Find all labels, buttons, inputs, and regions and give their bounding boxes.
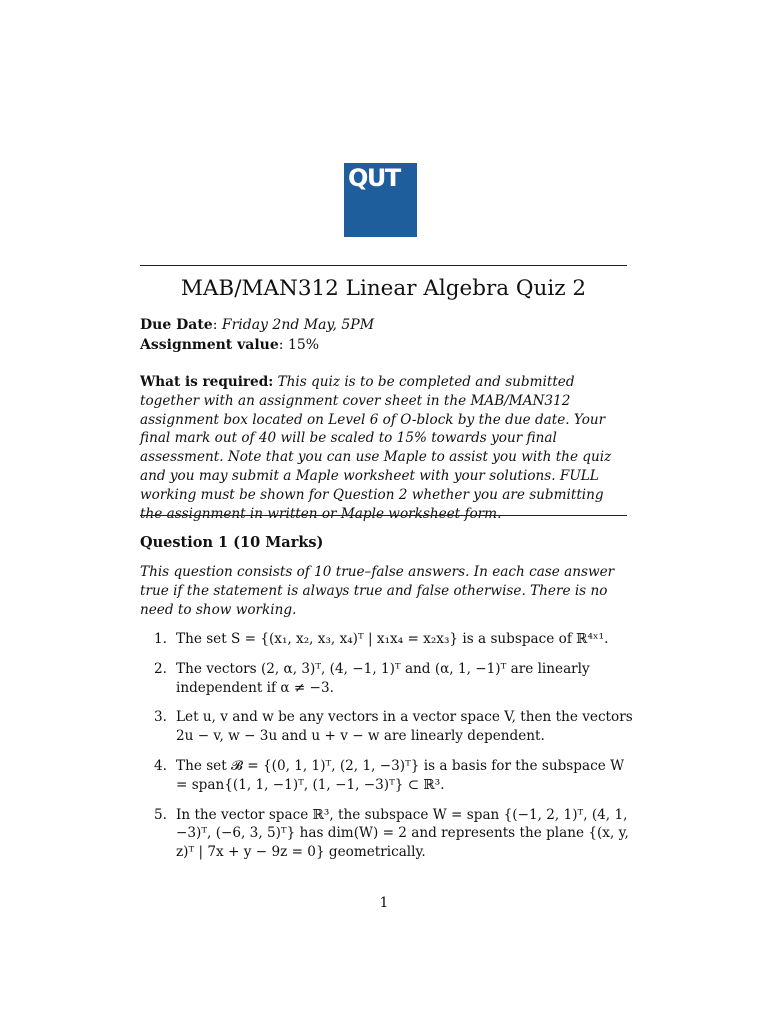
- item-number: 1.: [154, 631, 167, 647]
- page-number: 1: [379, 895, 389, 911]
- due-date-line: Due Date: Friday 2nd May, 5PM: [140, 317, 375, 333]
- qut-logo-text: QUT: [348, 164, 400, 192]
- top-divider: [140, 265, 627, 266]
- question-1-intro: This question consists of 10 true–false answers. In each case answer true if the statement is always true and false otherwise. There is no need to show working.: [140, 564, 615, 618]
- item-text: In the vector space ℝ³, the subspace W = span {(−1, 2, 1)ᵀ, (4, 1, −3)ᵀ, (−6, 3, 5)ᵀ} has dim(W) = 2 and represents the plane {(x, y, z)ᵀ | 7x + y − 9z = 0} geometrically.: [176, 806, 629, 861]
- item-text: The set 𝓑 = {(0, 1, 1)ᵀ, (2, 1, −3)ᵀ} is a basis for the subspace W = span{(1, 1, −1)ᵀ, (1, −1, −3)ᵀ} ⊂ ℝ³.: [176, 757, 625, 793]
- due-date-label: Due Date: [140, 317, 213, 333]
- assignment-value-value: 15%: [287, 337, 320, 353]
- qut-logo: [344, 163, 417, 237]
- due-date-value: Friday 2nd May, 5PM: [221, 317, 375, 333]
- item-number: 5.: [154, 806, 167, 823]
- item-text: The set S = {(x₁, x₂, x₃, x₄)ᵀ | x₁x₄ = x₂x₃} is a subspace of ℝ⁴ˣ¹.: [176, 631, 609, 647]
- requirements-paragraph: What is required: This quiz is to be completed and submitted together with an assignment cover sheet in the MAB/MAN312 assignment box located on Level 6 of O-block by the due date. Your final mark out of 40 will be scaled to 15% towards your final assessment. Note that you can use Maple to assist you with the quiz and you may submit a Maple worksheet with your solutions. FULL working must be shown for Question 2 whether you are submitting the assignment in written or Maple worksheet form.: [140, 374, 612, 522]
- item-text: The vectors (2, α, 3)ᵀ, (4, −1, 1)ᵀ and (α, 1, −1)ᵀ are linearly independent if α ≠ −3.: [176, 660, 590, 696]
- page-title: MAB/MAN312 Linear Algebra Quiz 2: [180, 276, 587, 301]
- list-item: [140, 757, 635, 795]
- item-number: 3.: [154, 709, 167, 726]
- bottom-divider: [140, 515, 627, 516]
- requirements-label: What is required: [140, 374, 269, 390]
- question-1-heading: Question 1 (10 Marks): [140, 534, 324, 551]
- item-number: 2.: [154, 660, 167, 677]
- assignment-value-line: Assignment value: 15%: [140, 337, 320, 353]
- question-1-list: [140, 630, 635, 873]
- item-text: Let u, v and w be any vectors in a vector space V, then the vectors 2u − v, w − 3u and u + v − w are linearly dependent.: [176, 709, 633, 745]
- list-item: [140, 660, 635, 698]
- requirements-text: This quiz is to be completed and submitted together with an assignment cover sheet in the MAB/MAN312 assignment box located on Level 6 of O-block by the due date. Your final mark out of 40 will be scaled to 15% towards your final assessment. Note that you can use Maple to assist you with the quiz and you may submit a Maple worksheet with your solutions. FULL working must be shown for Question 2 whether you are submitting the assignment in written or Maple worksheet form.: [140, 374, 612, 522]
- item-number: 4.: [154, 757, 167, 774]
- assignment-value-label: Assignment value: [140, 337, 279, 353]
- list-item: [140, 630, 635, 649]
- list-item: [140, 806, 635, 862]
- list-item: [140, 708, 635, 746]
